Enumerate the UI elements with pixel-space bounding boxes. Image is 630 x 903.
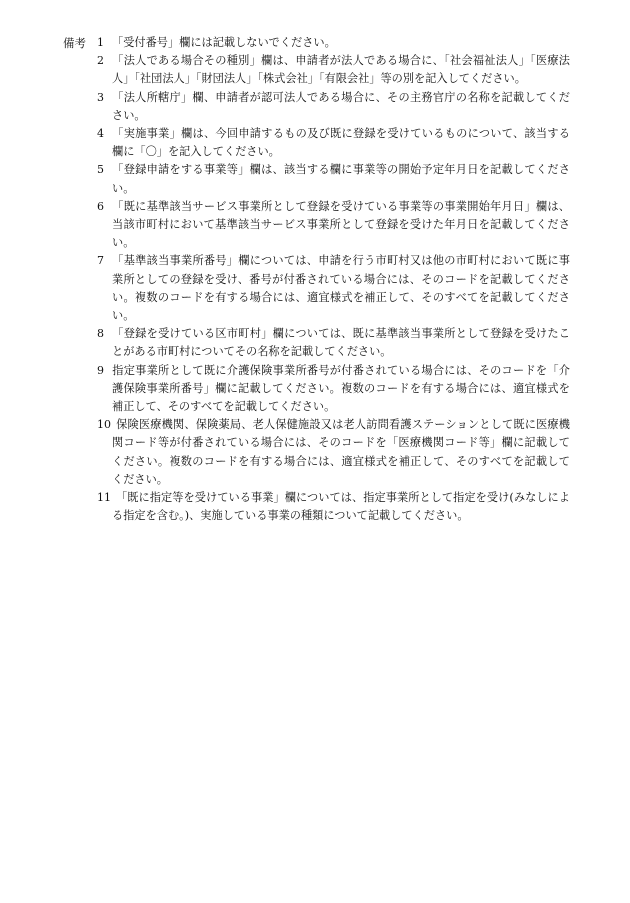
remark-number: 6 — [97, 199, 104, 213]
remark-number: 10 — [97, 418, 111, 432]
remark-item — [97, 252, 570, 325]
remark-text: 「法人である場合その種別」欄は、申請者が法人である場合に、「社会福祉法人」「医療法人」「社団法人」「財団法人」「株式会社」「有限会社」等の別を記入してください。 — [112, 54, 570, 86]
remark-number: 2 — [97, 54, 104, 68]
remark-number: 3 — [97, 90, 104, 104]
remark-text: 「既に指定等を受けている事業」欄については、指定事業所として指定を受け(みなしによる指定を含む。)、実施している事業の種類について記載してください。 — [112, 491, 570, 523]
remark-text: 「基準該当事業所番号」欄については、申請を行う市町村又は他の市町村において既に事業所としての登録を受け、番号が付番されている場合には、そのコードを記載してください。複数のコードを有する場合には、適宜様式を補正して、そのすべてを記載してください。 — [112, 254, 570, 323]
remark-text: 指定事業所として既に介護保険事業所番号が付番されている場合には、そのコードを「介護保険事業所番号」欄に記載してください。複数のコードを有する場合には、適宜様式を補正して、そのすべてを記載してください。 — [112, 363, 570, 414]
remark-item — [97, 125, 570, 161]
remark-number: 9 — [97, 363, 104, 377]
remark-item — [97, 416, 570, 489]
remark-item — [97, 52, 570, 88]
remark-number: 5 — [97, 163, 104, 177]
remark-text: 「登録申請をする事業等」欄は、該当する欄に事業等の開始予定年月日を記載してください。 — [112, 163, 570, 195]
remark-item — [97, 325, 570, 361]
remark-item — [97, 198, 570, 253]
remark-text: 「法人所轄庁」欄、申請者が認可法人である場合に、その主務官庁の名称を記載してください。 — [112, 90, 570, 122]
remark-item — [97, 89, 570, 125]
remark-text: 「実施事業」欄は、今回申請するもの及び既に登録を受けているものについて、該当する欄に「〇」を記入してください。 — [112, 127, 570, 159]
remark-text: 保険医療機関、保険薬局、老人保健施設又は老人訪問看護ステーションとして既に医療機関コード等が付番されている場合には、そのコードを「医療機関コード等」欄に記載してください。複数のコードを有する場合には、適宜様式を補正して、そのすべてを記載してください。 — [112, 418, 570, 486]
remark-number: 8 — [97, 327, 104, 341]
remark-number: 7 — [97, 254, 104, 268]
remarks-list — [97, 34, 570, 525]
remark-number: 4 — [97, 127, 104, 141]
remark-text: 「受付番号」欄には記載しないでください。 — [112, 36, 336, 49]
remark-item — [97, 362, 570, 417]
remark-text: 「既に基準該当サービス事業所として登録を受けている事業等の事業開始年月日」欄は、当該市町村において基準該当サービス事業所として登録を受けた年月日を記載してください。 — [112, 199, 570, 250]
remark-number: 11 — [97, 491, 111, 505]
remark-item — [97, 34, 570, 52]
remark-text: 「登録を受けている区市町村」欄については、既に基準該当事業所として登録を受けたことがある市町村についてその名称を記載してください。 — [112, 327, 570, 359]
remark-item — [97, 489, 570, 525]
remarks-label: 備考 — [63, 36, 86, 50]
remark-item — [97, 161, 570, 197]
remark-number: 1 — [97, 36, 104, 49]
